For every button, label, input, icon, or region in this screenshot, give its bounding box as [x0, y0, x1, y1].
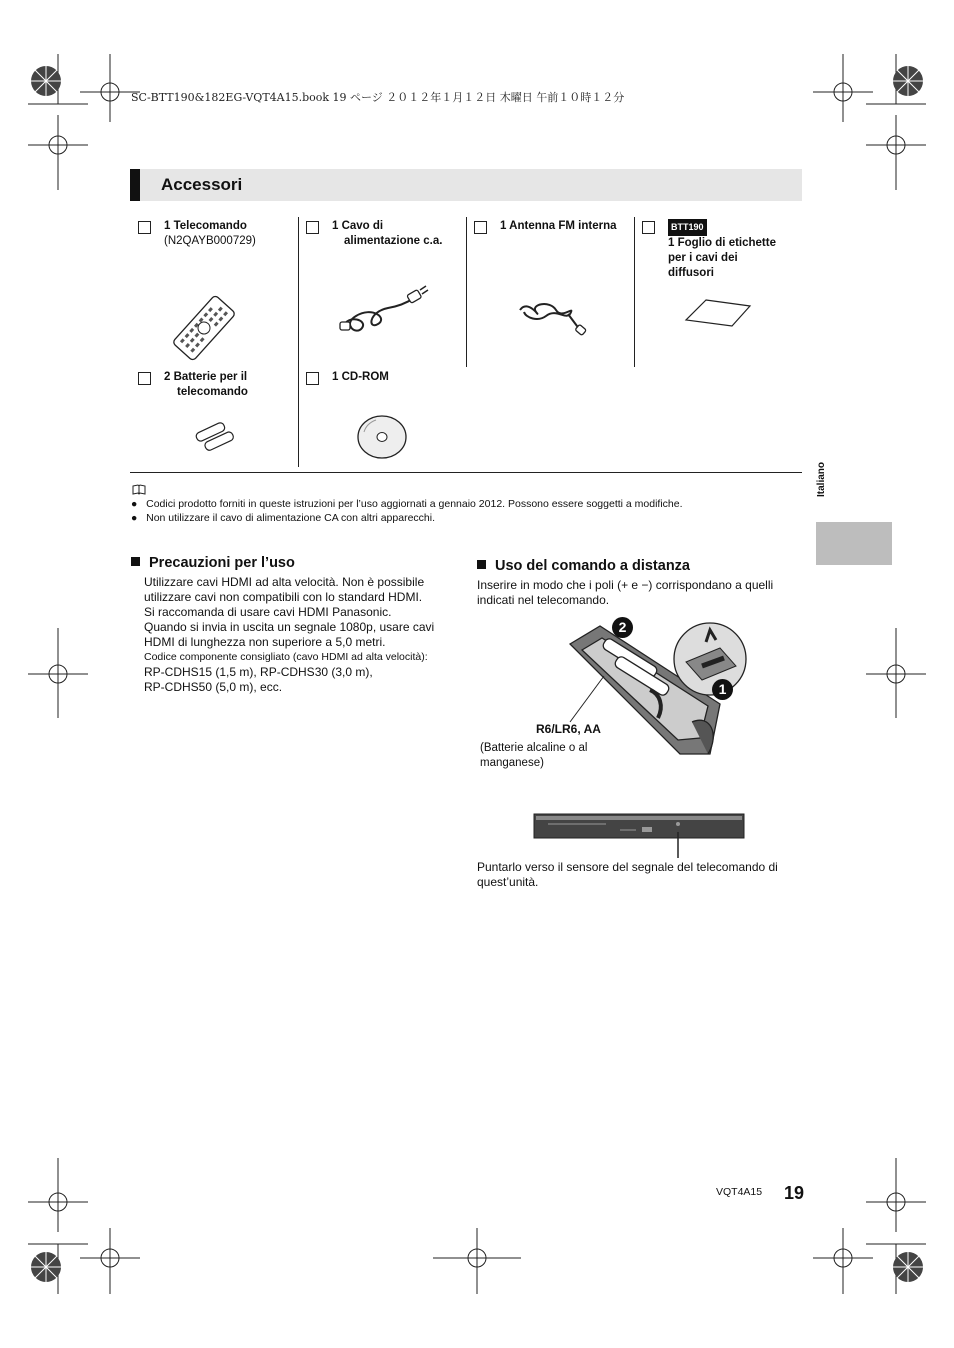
accessory-label: BTT190 1 Foglio di etichette per i cavi dei diffusori	[668, 219, 776, 281]
checkbox-batterie	[138, 372, 151, 385]
model-badge: BTT190	[668, 219, 707, 236]
section-marker	[130, 169, 140, 201]
batteries-icon	[194, 422, 236, 452]
checkbox-cavo	[306, 221, 319, 234]
grid-divider	[298, 217, 299, 467]
accessory-label: 1 Antenna FM interna	[500, 220, 617, 232]
remote-heading: Uso del comando a distanza	[477, 558, 690, 574]
checkbox-cdrom	[306, 372, 319, 385]
power-cord-icon	[338, 284, 430, 336]
book-icon	[132, 484, 146, 495]
grid-divider	[466, 217, 467, 367]
label-sheet-icon	[684, 298, 752, 328]
checkbox-foglio-etichette	[642, 221, 655, 234]
cd-rom-icon	[356, 414, 408, 460]
checkbox-antenna	[474, 221, 487, 234]
accessory-label: 1 CD-ROM	[332, 371, 389, 383]
note-item: ● Codici prodotto forniti in queste istruzioni per l’uso aggiornati a gennaio 2012. Possono essere soggetti a modifiche.	[131, 498, 683, 510]
step-2-badge: 2	[612, 617, 633, 638]
battery-type-label: R6/LR6, AA	[536, 722, 601, 736]
section-thumb-tab	[816, 522, 892, 565]
precautions-heading: Precauzioni per l’uso	[131, 555, 295, 571]
pointing-instruction: Puntarlo verso il sensore del segnale del telecomando di quest’unità.	[477, 860, 778, 889]
fm-antenna-icon	[516, 296, 588, 338]
running-head: SC-BTT190&182EG-VQT4A15.book 19 ページ ２０１２年１月１２日 木曜日 午前１０時１２分	[131, 91, 625, 104]
grid-bottom-rule	[130, 472, 802, 473]
accessory-label: 1 Telecomando (N2QAYB000729)	[164, 220, 256, 247]
remote-control-icon	[168, 290, 240, 366]
language-tab: Italiano	[816, 461, 828, 498]
player-unit-illustration	[532, 812, 748, 860]
checkbox-telecomando	[138, 221, 151, 234]
accessory-label: 2 Batterie per il telecomando	[164, 371, 248, 398]
precautions-text: Utilizzare cavi HDMI ad alta velocità. Non è possibile utilizzare cavi non compatibili con lo standard HDMI. Si raccomanda di usare cavi HDMI Panasonic. Quando si invia in uscita un segnale 1080p, usare cavi HDMI di lunghezza non superiore a 5,0 metri. Codice componente consigliato (cavo HDMI ad alta velocità): RP-CDHS15 (1,5 m), RP-CDHS30 (3,0 m), RP-CDHS50 (5,0 m), ecc.	[144, 575, 435, 694]
document-code: VQT4A15	[716, 1186, 763, 1198]
section-title: Accessori	[161, 175, 243, 194]
battery-type-note: (Batterie alcaline o al manganese)	[480, 742, 588, 769]
grid-divider	[634, 217, 635, 367]
step-1-badge: 1	[712, 679, 733, 700]
page-number: 19	[784, 1183, 805, 1203]
section-header	[130, 169, 802, 201]
remote-text: Inserire in modo che i poli (+ e −) corrispondano a quelli indicati nel telecomando.	[477, 578, 774, 607]
note-item: ● Non utilizzare il cavo di alimentazione CA con altri apparecchi.	[131, 512, 436, 524]
accessory-label: 1 Cavo di alimentazione c.a.	[332, 220, 443, 247]
